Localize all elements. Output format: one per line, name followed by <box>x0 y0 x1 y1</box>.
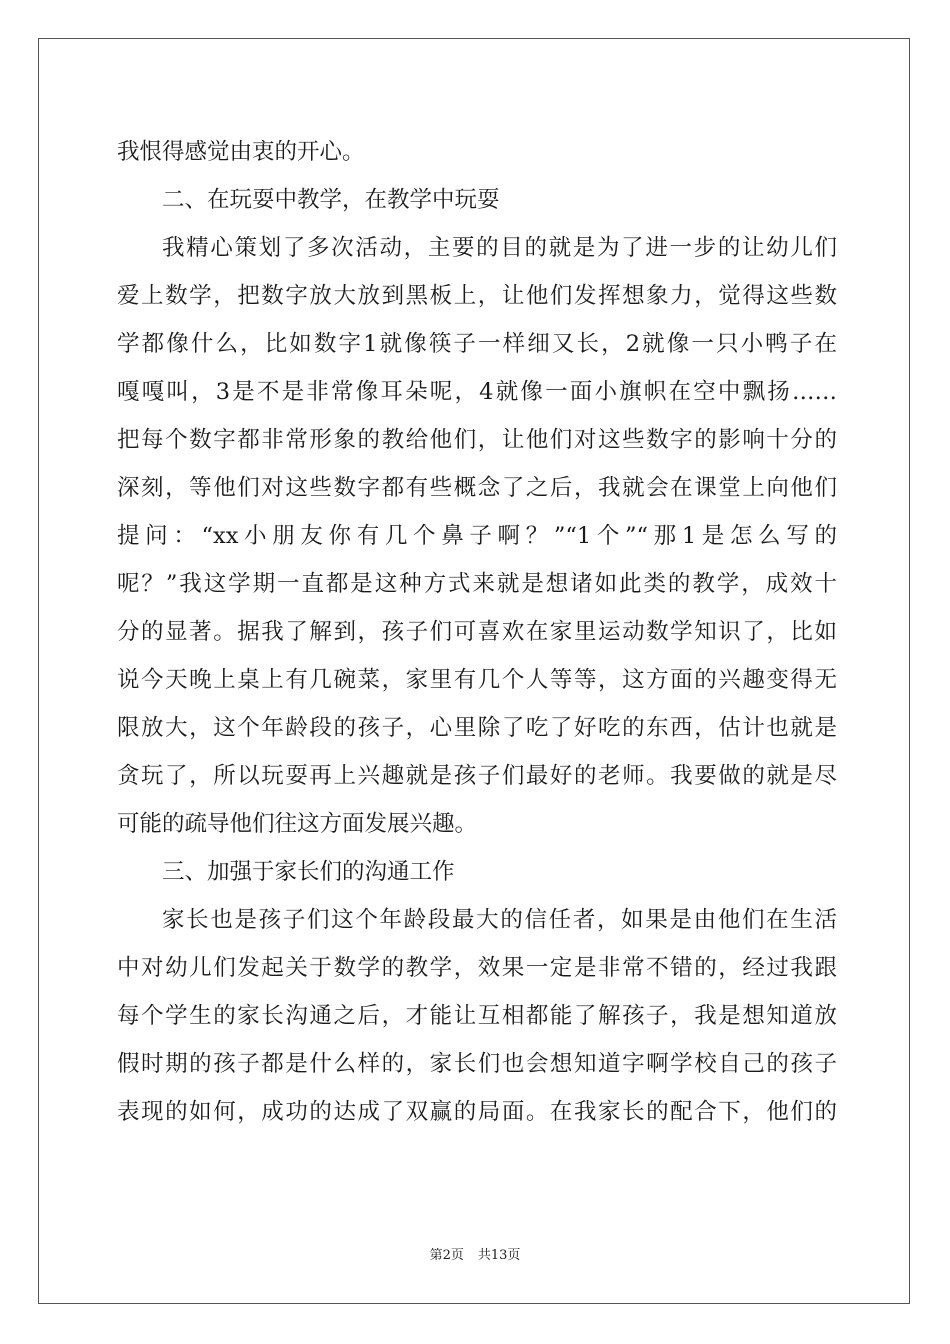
paragraph-line: 分的显著。据我了解到，孩子们可喜欢在家里运动数学知识了，比如 <box>117 619 837 645</box>
paragraph-line: 表现的如何，成功的达成了双赢的局面。在我家长的配合下，他们的 <box>117 1099 837 1125</box>
paragraph-line: 假时期的孩子都是什么样的，家长们也会想知道字啊学校自己的孩子 <box>117 1051 837 1077</box>
paragraph-line: 贪玩了，所以玩耍再上兴趣就是孩子们最好的老师。我要做的就是尽 <box>117 763 837 789</box>
paragraph-line: 把每个数字都非常形象的教给他们，让他们对这些数字的影响十分的 <box>117 427 837 453</box>
paragraph-line: 可能的疏导他们往这方面发展兴趣。 <box>117 811 478 837</box>
paragraph-line: 提问：“xx小朋友你有几个鼻子啊？”“1个”“那1是怎么写的 <box>117 523 837 549</box>
paragraph-line: 深刻，等他们对这些数字都有些概念了之后，我就会在课堂上向他们 <box>117 475 837 501</box>
page-total: 共13页 <box>477 1248 521 1263</box>
page-footer <box>0 1247 950 1265</box>
paragraph-line: 中对幼儿们发起关于数学的教学，效果一定是非常不错的，经过我跟 <box>117 955 837 981</box>
paragraph-line: 爱上数学，把数字放大放到黑板上，让他们发挥想象力，觉得这些数 <box>117 283 837 309</box>
paragraph-line: 每个学生的家长沟通之后，才能让互相都能了解孩子，我是想知道放 <box>117 1003 837 1029</box>
paragraph-line: 我精心策划了多次活动，主要的目的就是为了进一步的让幼儿们 <box>162 235 837 261</box>
paragraph-line: 学都像什么，比如数字1就像筷子一样细又长，2就像一只小鸭子在 <box>117 331 837 357</box>
paragraph-line: 限放大，这个年龄段的孩子，心里除了吃了好吃的东西，估计也就是 <box>117 715 837 741</box>
paragraph-line: 嘎嘎叫，3是不是非常像耳朵呢，4就像一面小旗帜在空中飘扬…… <box>117 379 837 405</box>
paragraph-line: 我恨得感觉由衷的开心。 <box>117 139 365 165</box>
paragraph-line: 家长也是孩子们这个年龄段最大的信任者，如果是由他们在生活 <box>162 907 837 933</box>
page-number: 第2页 <box>429 1248 464 1263</box>
section-heading-3: 三、加强于家长们的沟通工作 <box>162 859 455 885</box>
section-heading-2: 二、在玩耍中教学，在教学中玩耍 <box>162 187 500 213</box>
paragraph-line: 呢？”我这学期一直都是这种方式来就是想诸如此类的教学，成效十 <box>117 571 837 597</box>
paragraph-line: 说今天晚上桌上有几碗菜，家里有几个人等等，这方面的兴趣变得无 <box>117 667 837 693</box>
